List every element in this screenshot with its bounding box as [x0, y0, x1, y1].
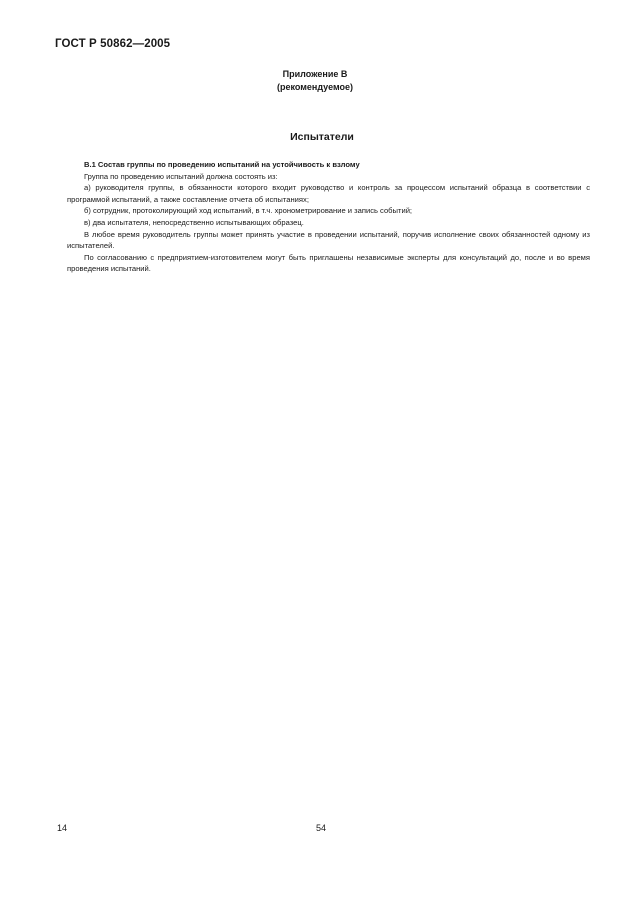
- leader-paragraph: В любое время руководитель группы может принять участие в проведении испытаний, поручив исполнение своих обязанностей одному из испытателей.: [67, 229, 590, 251]
- section-title: Испытатели: [290, 131, 354, 143]
- appendix-subtitle: (рекомендуемое): [277, 82, 353, 92]
- clause-heading: В.1 Состав группы по проведению испытаний на устойчивость к взлому: [84, 160, 360, 169]
- intro-paragraph: Группа по проведению испытаний должна состоять из:: [84, 171, 278, 181]
- list-item-c: в) два испытателя, непосредственно испытывающих образец.: [84, 217, 304, 227]
- list-item-b: б) сотрудник, протоколирующий ход испытаний, в т.ч. хронометрирование и запись событий;: [84, 206, 413, 216]
- experts-paragraph: По согласованию с предприятием-изготовителем могут быть приглашены независимые эксперты для консультаций до, после и во время проведения испытаний.: [67, 252, 590, 274]
- sheet-number: 54: [316, 823, 327, 833]
- appendix-title: Приложение В: [282, 69, 348, 79]
- page-number: 14: [57, 823, 68, 833]
- document-code: ГОСТ Р 50862—2005: [55, 38, 171, 50]
- document-body: [67, 159, 590, 275]
- list-item-a: а) руководителя группы, в обязанности которого входит руководство и контроль за процессом испытаний образца в соответствии с программой испытаний, а также составление отчета об испытаниях;: [67, 183, 590, 204]
